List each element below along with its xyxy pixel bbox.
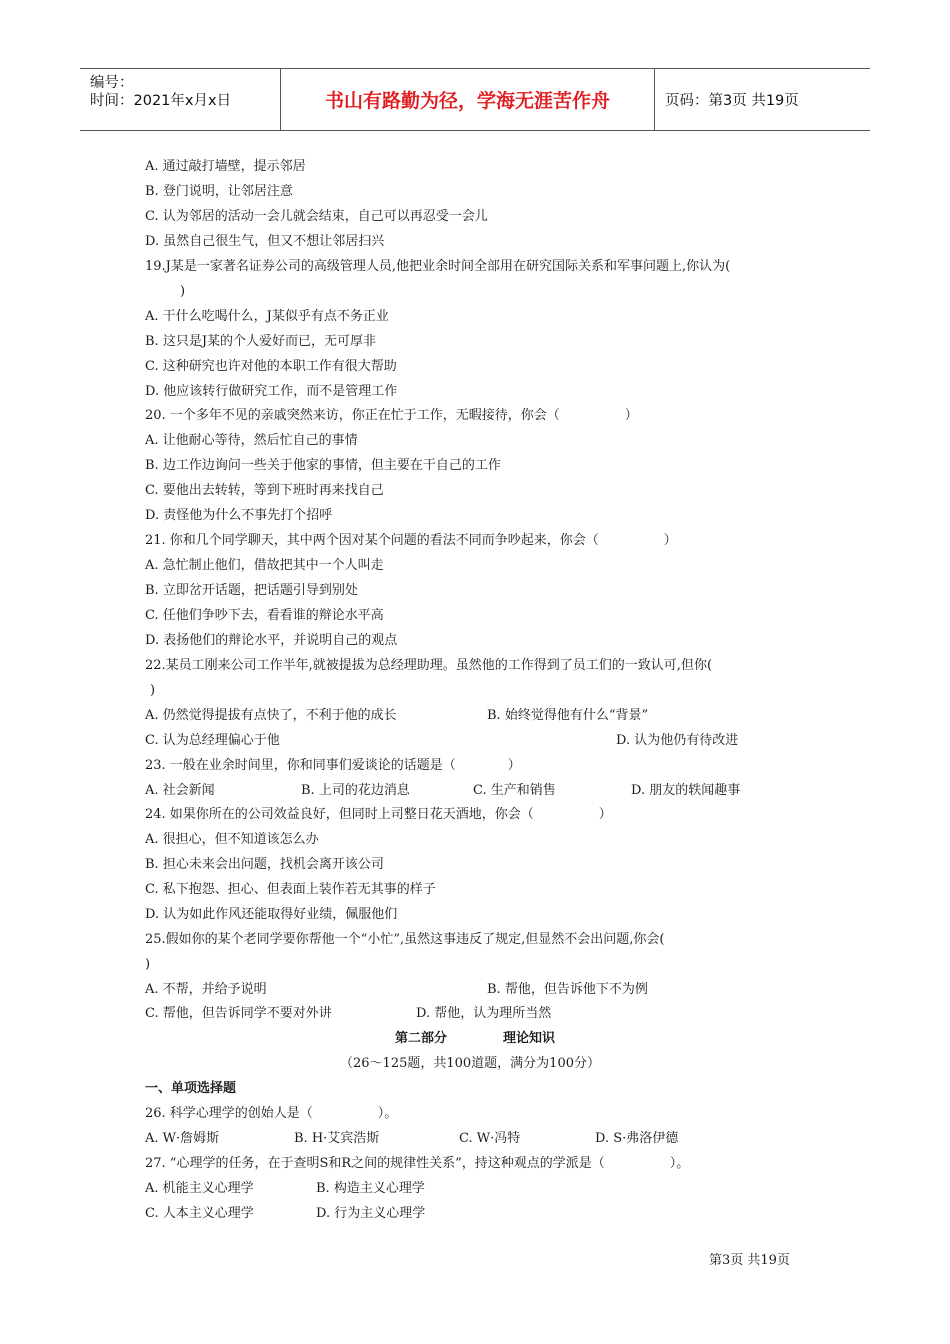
page-header	[80, 68, 870, 131]
header-page-info: 页码：第3页 共19页	[665, 93, 799, 109]
option-line: D. 行为主义心理学	[316, 1206, 426, 1221]
document-date: 时间：2021年x月x日	[90, 93, 232, 109]
option-line: D. S·弗洛伊德	[595, 1131, 679, 1146]
option-line: B. 帮他，但告诉他下不为例	[487, 982, 648, 997]
option-line: B. 立即岔开话题，把话题引导到别处	[145, 583, 358, 598]
header-meta	[80, 69, 280, 130]
section-title: 第二部分	[395, 1031, 448, 1046]
option-line: D. 虽然自己很生气，但又不想让邻居扫兴	[145, 234, 385, 249]
section-subtitle: 理论知识	[503, 1031, 556, 1046]
question-20: 20. 一个多年不见的亲戚突然来访，你正在忙于工作，无暇接待，你会（ ）	[145, 408, 638, 423]
subsection-heading: 一、单项选择题	[145, 1081, 237, 1096]
option-line: D. 他应该转行做研究工作，而不是管理工作	[145, 384, 398, 399]
option-line: B. H·艾宾浩斯	[294, 1131, 380, 1146]
option-line: C. 帮他，但告诉同学不要对外讲	[145, 1006, 332, 1021]
option-line: A. 不帮，并给予说明	[145, 982, 267, 997]
page-footer: 第3页 共19页	[709, 1253, 790, 1268]
question-paren: )	[145, 957, 151, 972]
option-line: A. 社会新闻	[145, 783, 215, 798]
option-line: A. 急忙制止他们，借故把其中一个人叫走	[145, 558, 384, 573]
question-paren: )	[180, 284, 186, 299]
question-22: 22.某员工刚来公司工作半年,就被提拔为总经理助理。虽然他的工作得到了员工们的一致认可,但你(	[145, 658, 713, 673]
option-line: D. 认为如此作风还能取得好业绩，佩服他们	[145, 907, 398, 922]
option-line: B. 边工作边询问一些关于他家的事情，但主要在干自己的工作	[145, 458, 501, 473]
option-line: C. 认为邻居的活动一会儿就会结束，自己可以再忍受一会儿	[145, 209, 488, 224]
option-line: A. 机能主义心理学	[145, 1181, 254, 1196]
question-24: 24. 如果你所在的公司效益良好，但同时上司整日花天酒地，你会（ ）	[145, 807, 612, 822]
question-paren: )	[150, 683, 156, 698]
option-line: D. 朋友的轶闻趣事	[631, 783, 741, 798]
option-line: B. 登门说明，让邻居注意	[145, 184, 293, 199]
option-line: C. 生产和销售	[473, 783, 556, 798]
option-line: D. 责怪他为什么不事先打个招呼	[145, 508, 333, 523]
option-line: C. 人本主义心理学	[145, 1206, 254, 1221]
question-23: 23. 一般在业余时间里，你和同事们爱谈论的话题是（ ）	[145, 758, 521, 773]
option-line: B. 始终觉得他有什么“背景”	[487, 708, 649, 723]
option-line: D. 认为他仍有待改进	[616, 733, 739, 748]
option-line: C. W·冯特	[459, 1131, 521, 1146]
option-line: B. 担心未来会出问题，找机会离开该公司	[145, 857, 384, 872]
option-line: A. 让他耐心等待，然后忙自己的事情	[145, 433, 358, 448]
option-line: D. 帮他，认为理所当然	[416, 1006, 552, 1021]
question-26: 26. 科学心理学的创始人是（ ）。	[145, 1106, 398, 1121]
question-21: 21. 你和几个同学聊天，其中两个因对某个问题的看法不同而争吵起来，你会（ ）	[145, 533, 677, 548]
question-19: 19.J某是一家著名证券公司的高级管理人员,他把业余时间全部用在研究国际关系和军事问题上,你认为(	[145, 259, 731, 274]
option-line: A. 通过敲打墙壁，提示邻居	[145, 159, 306, 174]
option-line: C. 认为总经理偏心于他	[145, 733, 280, 748]
option-line: A. 仍然觉得提拔有点快了，不利于他的成长	[145, 708, 397, 723]
question-25: 25.假如你的某个老同学要你帮他一个“小忙”,虽然这事违反了规定,但显然不会出问题,你会(	[145, 932, 665, 947]
option-line: B. 这只是J某的个人爱好而已，无可厚非	[145, 334, 377, 349]
header-motto: 书山有路勤为径，学海无涯苦作舟	[324, 90, 610, 112]
option-line: C. 要他出去转转，等到下班时再来找自己	[145, 483, 384, 498]
option-line: C. 私下抱怨、担心、但表面上装作若无其事的样子	[145, 882, 436, 897]
option-line: B. 上司的花边消息	[301, 783, 410, 798]
option-line: A. 干什么吃喝什么，J某似乎有点不务正业	[145, 309, 389, 324]
option-line: A. W·詹姆斯	[145, 1131, 220, 1146]
option-line: C. 任他们争吵下去，看看谁的辩论水平高	[145, 608, 384, 623]
option-line: C. 这种研究也许对他的本职工作有很大帮助	[145, 359, 397, 374]
option-line: A. 很担心，但不知道该怎么办	[145, 832, 319, 847]
question-27: 27. “心理学的任务，在于查明S和R之间的规律性关系”，持这种观点的学派是（ ）。	[145, 1156, 690, 1171]
option-line: B. 构造主义心理学	[316, 1181, 425, 1196]
section-note: （26～125题，共100道题，满分为100分）	[340, 1056, 600, 1071]
option-line: D. 表扬他们的辩论水平，并说明自己的观点	[145, 633, 398, 648]
document-number-label: 编号：	[90, 75, 134, 91]
